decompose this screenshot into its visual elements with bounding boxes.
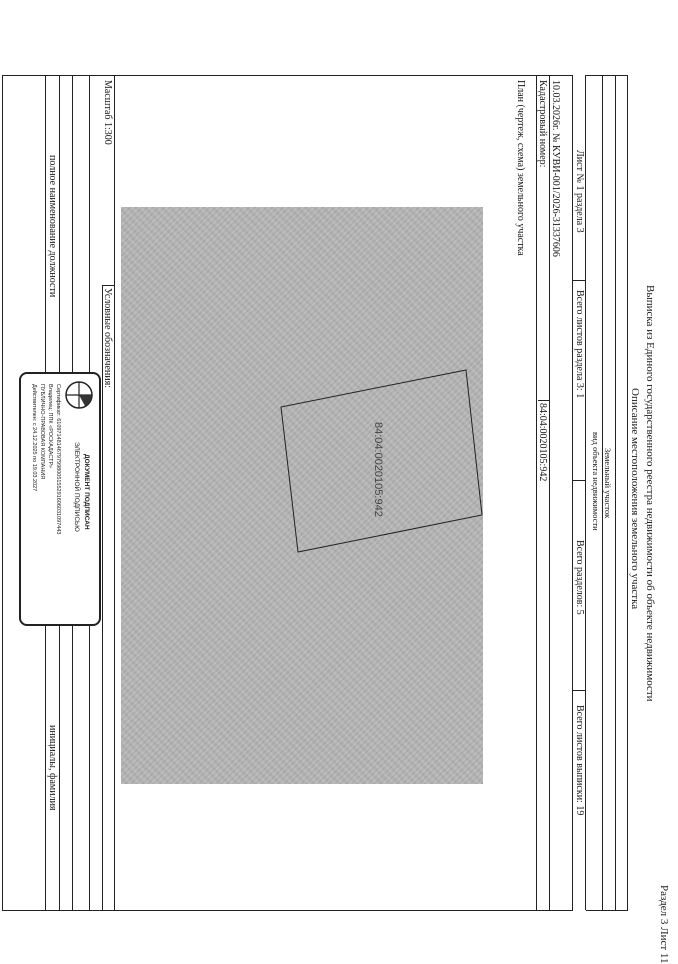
total-sheets-section: Всего листов раздела 3: 1 [574,290,585,399]
parcel-label: 84:04:0020105:942 [372,422,384,517]
name-caption: инициалы, фамилия [47,725,58,811]
object-type-row-line [615,75,616,910]
stamp-owner-full: ПУБЛИЧНО-ПРАВОВАЯ КОМПАНИЯ [39,384,45,480]
plan-map-image [121,207,483,784]
stamp-line-1: ДОКУМЕНТ ПОДПИСАН [83,454,90,530]
header-left-border [586,75,628,76]
signature-bottom-border [2,75,3,910]
stamp-valid: Действителен: с 24.12.2025 по 19.03.2027 [31,384,37,492]
total-sections: Всего разделов: 5 [574,540,585,615]
plan-heading: План (чертеж, схема) земельного участка [515,80,526,256]
plan-scale: Масштаб 1:300 [102,80,113,145]
stamp-certificate: Сертификат: 61097148146797998005155291606031097443 [55,384,61,535]
signature-left-border [2,75,90,76]
rosreestr-logo-icon [64,380,94,410]
cadastral-divider [538,400,550,401]
electronic-signature-stamp [19,372,101,626]
cadastral-label: Кадастровый номер: [537,80,548,168]
legend-label: Условные обозначения: [102,288,113,389]
total-sheets-extract: Всего листов выписки: 19 [574,705,585,816]
legend-row-line [102,285,103,910]
info-divider-2 [573,480,586,481]
header-top-border [627,75,628,910]
document-title: Выписка из Единого государственного реестра недвижимости об объекте недвижимости [644,285,656,702]
header-bottom-border [585,75,586,910]
header-right-border [586,910,628,911]
stamp-owner: Владелец: ППК «РОСКАДАСТР» [47,384,53,468]
position-caption: полное наименование должности [47,155,58,298]
object-type-value: Земельный участок [603,448,613,519]
plan-bottom-border [114,75,115,910]
extract-date-number: 10.03.2026г. № КУВИ-001/2026-31337606 [550,80,561,257]
signature-right-border [2,910,90,911]
document-subtitle: Описание местоположения земельного участка [629,388,641,610]
info-divider-1 [573,280,586,281]
sheet-of-section: Лист № 1 раздела 3 [574,150,585,233]
scale-divider [103,285,115,286]
object-type-caption-line [602,75,603,910]
object-type-caption: вид объекта недвижимости [591,432,601,531]
parcel-drawing [121,207,483,784]
section-sheet-label: Раздел 3 Лист 11 [658,885,670,964]
cadastral-number: 84:04:0020105:942 [537,403,548,482]
cadastral-row-bottom [536,75,537,910]
info-divider-3 [573,690,586,691]
stamp-line-2: ЭЛЕКТРОННОЙ ПОДПИСЬЮ [73,442,80,532]
date-row-bottom [549,75,550,910]
